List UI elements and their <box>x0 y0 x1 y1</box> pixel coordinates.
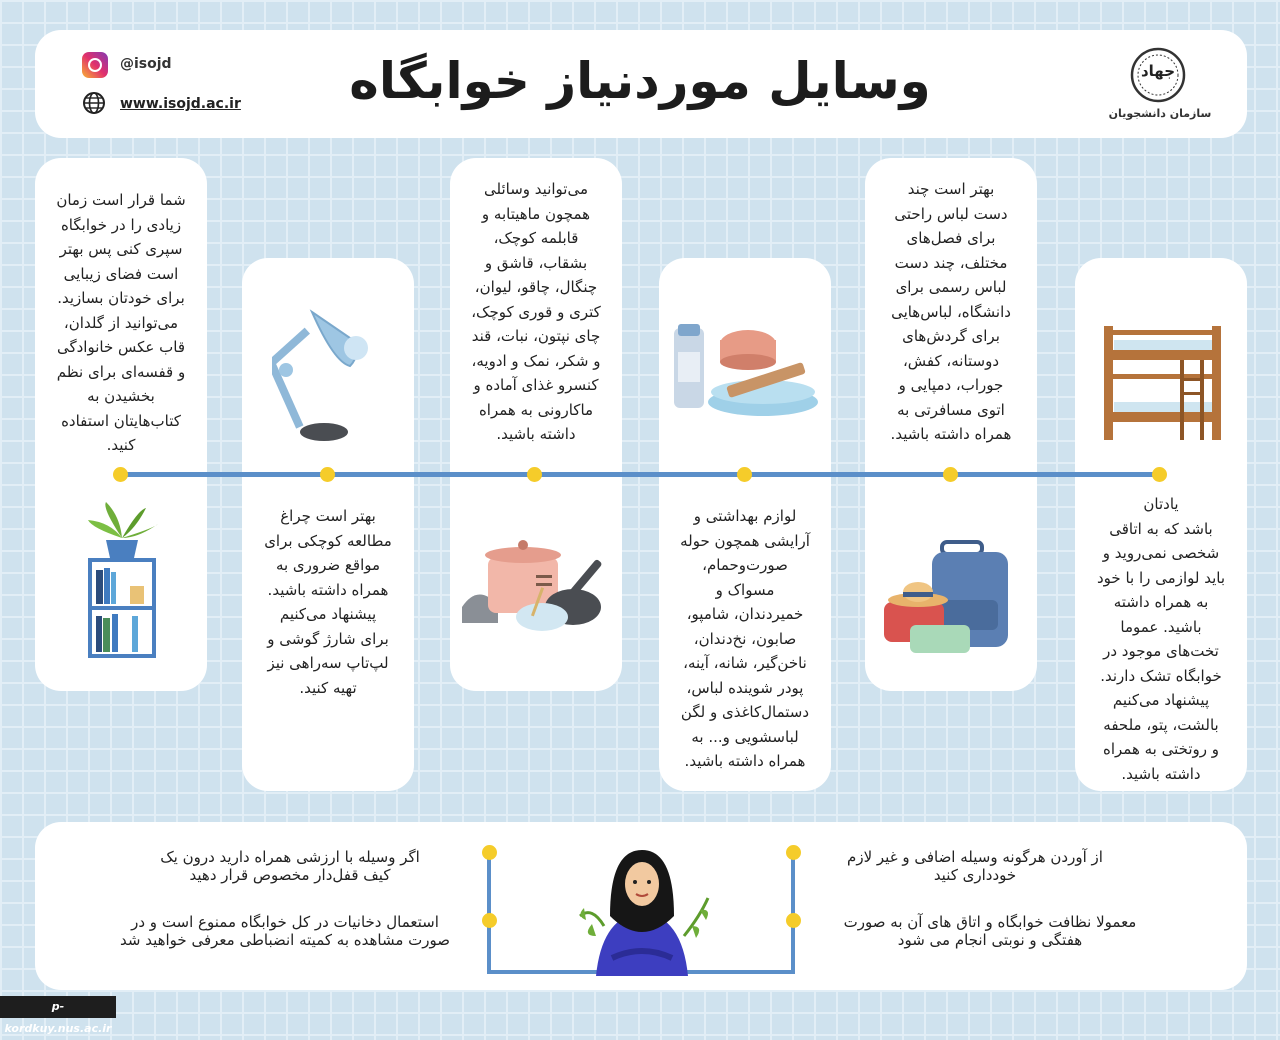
rule-valuables: اگر وسیله با ارزشی همراه دارید درون یک کیف قفل‌دار مخصوص قرار دهید <box>160 848 420 884</box>
card-text-bedding: یادتان باشد که به اتاقی شخصی نمی‌روید و باید لوازمی را با خود به همراه داشته باشید. عموما تخت‌های موجود در خوابگاه تشک دارند. پیشنهاد می‌کنیم بالشت، پتو، ملحفه و روتختی به همراه داشته باشید. <box>1097 495 1225 783</box>
bookshelf-plant-icon <box>82 498 162 658</box>
rule-dot <box>786 913 801 928</box>
org-logo <box>1128 45 1188 105</box>
rule-dot <box>482 913 497 928</box>
luggage-icon <box>880 540 1020 655</box>
card-text-toiletries: لوازم بهداشتی و آرایشی همچون حوله صورت‌وحمام، مسواک و خمیردندان، شامپو، صابون، نخ‌دندان، ناخن‌گیر، شانه، آینه، پودر شوینده لباس، دستمال‌کاغذی و لگن لباسشویی و... به همراه داشته باشید. <box>680 507 810 770</box>
logo-text: جهاد <box>1140 62 1176 80</box>
timeline-dot <box>1152 467 1167 482</box>
globe-icon <box>82 91 106 115</box>
rule-cleaning: معمولا نظافت خوابگاه و اتاق های آن به صورت هفتگی و نوبتی انجام می شود <box>843 913 1137 949</box>
bunk-bed-icon <box>1100 322 1225 444</box>
timeline-dot <box>737 467 752 482</box>
rule-dot <box>786 845 801 860</box>
card-text-clothing: بهتر است چند دست لباس راحتی برای فصل‌های مختلف، چند دست لباس رسمی برای دانشگاه، لباس‌هایی برای گردش‌های دوستانه، کفش، جوراب، دمپایی و اتوی مسافرتی به همراه داشته باشید. <box>890 180 1012 443</box>
rule-extra-items: از آوردن هرگونه وسیله اضافی و غیر لازم خودداری کنید <box>847 848 1103 884</box>
cookware-icon <box>458 535 613 635</box>
timeline-line <box>120 472 1160 477</box>
toiletries-icon <box>668 322 820 422</box>
page-title: وسایل موردنیاز خوابگاه <box>349 52 931 110</box>
card-text-decor: شما قرار است زمان زیادی را در خوابگاه سپری کنی پس بهتر است فضای زیبایی برای خودتان بسازید. می‌توانید از گلدان، قاب عکس خانوادگی و قفسه‌ای برای نظم بخشیدن به کتاب‌هایتان استفاده کنید. <box>56 191 186 454</box>
website-link[interactable]: www.isojd.ac.ir <box>120 96 241 112</box>
desk-lamp-icon <box>272 302 384 442</box>
card-text-lamp: بهتر است چراغ مطالعه کوچکی برای مواقع ضروری به همراه داشته باشید. پیشنهاد می‌کنیم برای شارژ گوشی و لپ‌تاپ سه‌راهی نیز تهیه کنید. <box>264 507 392 697</box>
timeline-dot <box>113 467 128 482</box>
org-name: سازمان دانشجویان <box>1108 107 1212 120</box>
rule-smoking: استعمال دخانیات در کل خوابگاه ممنوع است و در صورت مشاهده به کمیته انضباطی معرفی خواهید شد <box>119 913 451 949</box>
instagram-handle[interactable]: @isojd <box>120 56 172 72</box>
student-avatar-illustration <box>572 846 712 976</box>
card-text-kitchen: می‌توانید وسائلی همچون ماهیتابه و قابلمه کوچک، بشقاب، قاشق و چنگال، چاقو، لیوان، کتری و قوری کوچک، چای نپتون، نبات، قند و شکر، نمک و ادویه، کنسرو غذای آماده و ماکارونی به همراه داشته باشید. <box>471 180 601 443</box>
instagram-icon[interactable] <box>82 52 108 78</box>
timeline-dot <box>943 467 958 482</box>
timeline-dot <box>320 467 335 482</box>
timeline-dot <box>527 467 542 482</box>
watermark-link[interactable]: p-kordkuy.nus.ac.ir <box>0 996 116 1018</box>
rule-dot <box>482 845 497 860</box>
